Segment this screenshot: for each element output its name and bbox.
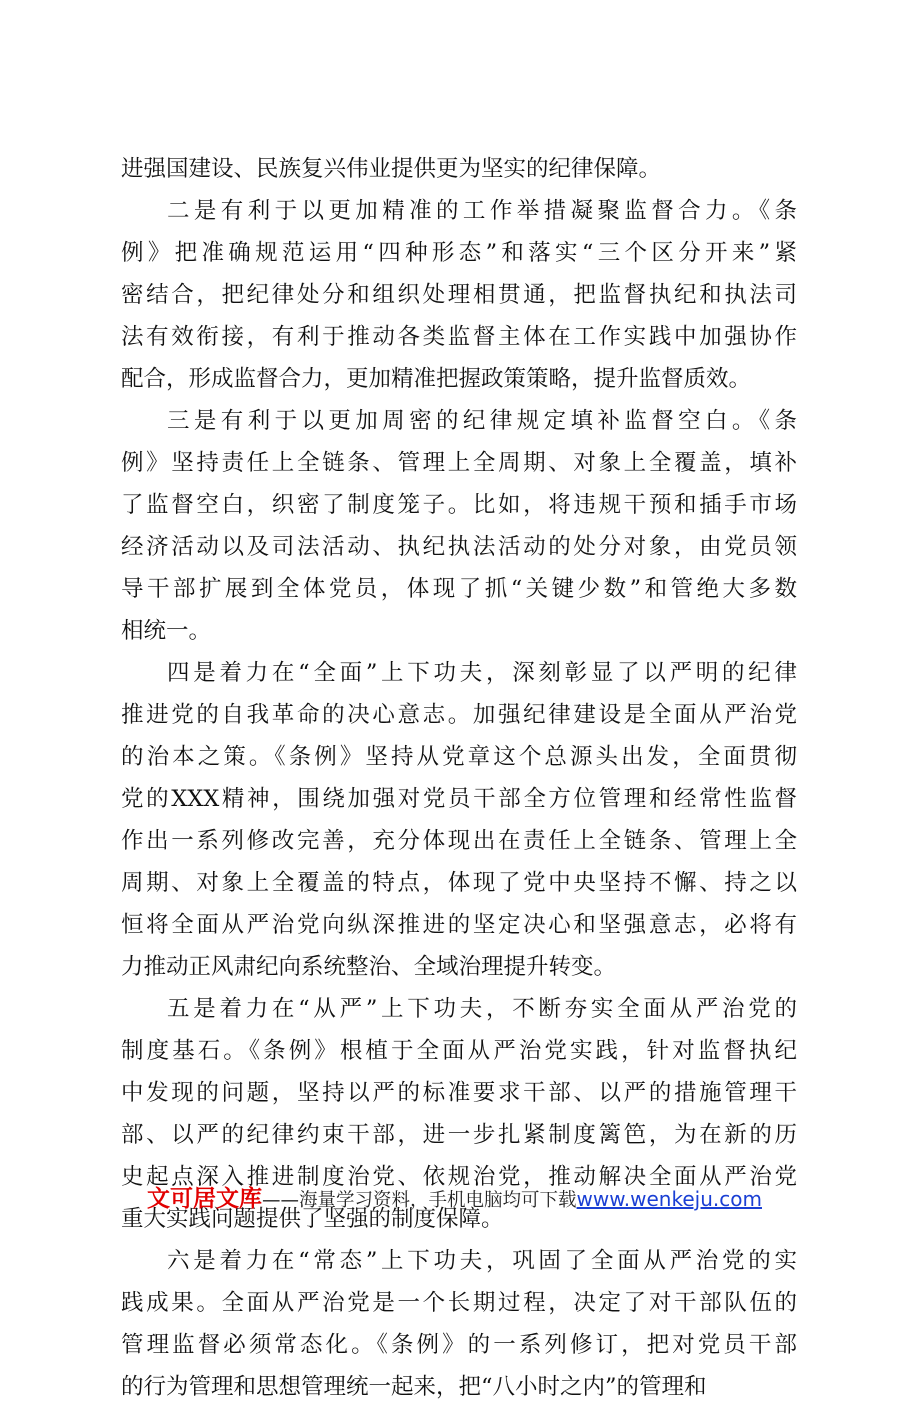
paragraph [121, 652, 797, 988]
paragraph [121, 400, 797, 652]
text-line: 例》把准确规范运用“四种形态”和落实“三个区分开来”紧 [121, 240, 797, 266]
text-line: 三是有利于以更加周密的纪律规定填补监督空白。《条 [167, 408, 797, 434]
text-line: 配合，形成监督合力，更加精准把握政策策略，提升监督质效。 [121, 366, 752, 392]
text-line: 力推动正风肃纪向系统整治、全域治理提升转变。 [121, 954, 617, 980]
text-line: 作出一系列修改完善，充分体现出在责任上全链条、管理上全 [121, 828, 797, 854]
text-line: 部、以严的纪律约束干部，进一步扎紧制度篱笆，为在新的历 [121, 1122, 797, 1148]
text-line: 中发现的问题，坚持以严的标准要求干部、以严的措施管理干 [121, 1080, 797, 1106]
text-line: 重大实践问题提供了坚强的制度保障。 [121, 1206, 504, 1232]
paragraph [121, 148, 797, 190]
text-line: 导干部扩展到全体党员，体现了抓“关键少数”和管绝大多数 [121, 576, 797, 602]
text-line: 五是着力在“从严”上下功夫，不断夯实全面从严治党的 [167, 996, 797, 1022]
footer-brand: 文可居文库 [147, 1186, 263, 1212]
text-line: 进强国建设、民族复兴伟业提供更为坚实的纪律保障。 [121, 156, 662, 182]
paragraph [121, 1240, 797, 1408]
text-line: 推进党的自我革命的决心意志。加强纪律建设是全面从严治党 [121, 702, 797, 728]
text-line: 制度基石。《条例》根植于全面从严治党实践，针对监督执纪 [121, 1038, 797, 1064]
text-line: 二是有利于以更加精准的工作举措凝聚监督合力。《条 [167, 198, 797, 224]
text-line: 史起点深入推进制度治党、依规治党，推动解决全面从严治党 [121, 1164, 797, 1190]
text-line: 了监督空白，织密了制度笼子。比如，将违规干预和插手市场 [121, 492, 797, 518]
text-line: 经济活动以及司法活动、执纪执法活动的处分对象，由党员领 [121, 534, 797, 560]
paragraph [121, 190, 797, 400]
text-line: 党的XXX精神，围绕加强对党员干部全方位管理和经常性监督 [121, 786, 797, 812]
text-line: 六是着力在“常态”上下功夫，巩固了全面从严治党的实 [167, 1248, 797, 1274]
text-line: 的治本之策。《条例》坚持从党章这个总源头出发，全面贯彻 [121, 744, 797, 770]
document-body [121, 148, 797, 1408]
text-line: 四是着力在“全面”上下功夫，深刻彰显了以严明的纪律 [167, 660, 797, 686]
text-line: 践成果。全面从严治党是一个长期过程，决定了对干部队伍的 [121, 1290, 797, 1316]
text-line: 恒将全面从严治党向纵深推进的坚定决心和坚强意志，必将有 [121, 912, 797, 938]
text-line: 周期、对象上全覆盖的特点，体现了党中央坚持不懈、持之以 [121, 870, 797, 896]
footer-watermark [0, 1180, 909, 1213]
text-line: 密结合，把纪律处分和组织处理相贯通，把监督执纪和执法司 [121, 282, 797, 308]
footer-link[interactable]: www.wenkeju.com [576, 1187, 762, 1211]
text-line: 管理监督必须常态化。《条例》的一系列修订，把对党员干部 [121, 1332, 797, 1358]
text-line: 的行为管理和思想管理统一起来，把“八小时之内”的管理和 [121, 1374, 707, 1400]
footer-tagline: ——海量学习资料，手机电脑均可下载 [262, 1190, 577, 1211]
text-line: 例》坚持责任上全链条、管理上全周期、对象上全覆盖，填补 [121, 450, 797, 476]
text-line: 相统一。 [121, 618, 212, 644]
text-line: 法有效衔接，有利于推动各类监督主体在工作实践中加强协作 [121, 324, 797, 350]
